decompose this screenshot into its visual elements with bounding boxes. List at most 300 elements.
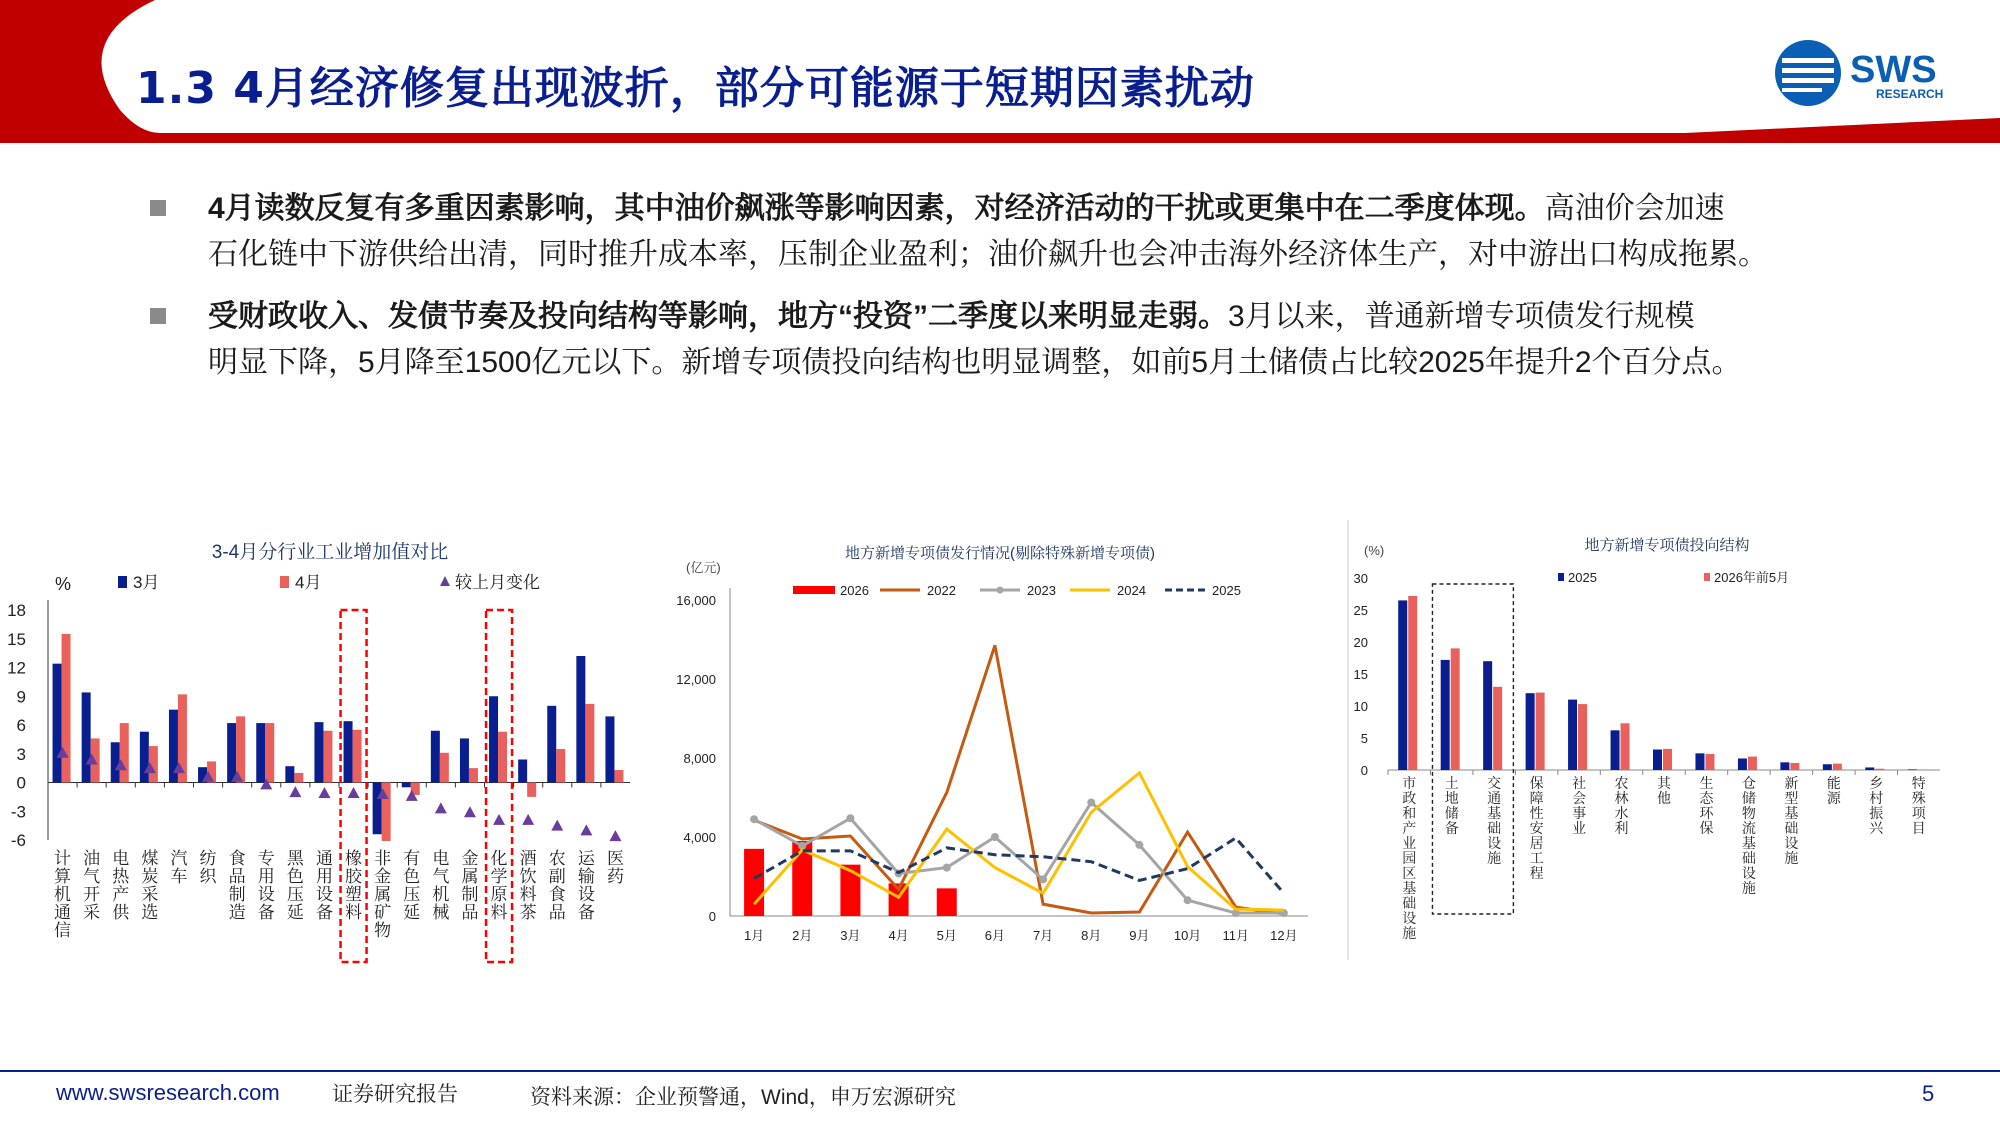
y-tick-label: 16,000 xyxy=(676,593,716,608)
bar-2026年前5月-交通基础设施 xyxy=(1493,687,1502,770)
legend-swatch-2025 xyxy=(1558,573,1564,581)
svg-text:新: 新 xyxy=(1784,775,1799,791)
bar-3月-煤炭采选 xyxy=(140,732,149,783)
svg-text:基: 基 xyxy=(1402,880,1417,896)
x-tick-label-土地储备 xyxy=(1445,775,1459,836)
bullet-1-text xyxy=(208,186,1978,278)
svg-text:居: 居 xyxy=(1529,835,1544,851)
x-tick-label-农林水利 xyxy=(1615,775,1629,836)
x-tick-label-黑色压延 xyxy=(287,849,305,922)
svg-text:环: 环 xyxy=(1699,805,1714,821)
legend-swatch-4月 xyxy=(280,576,289,588)
y-tick-label: 0 xyxy=(708,909,716,924)
svg-text:品: 品 xyxy=(548,903,566,922)
svg-text:机: 机 xyxy=(432,885,450,904)
x-tick-label-3月: 3月 xyxy=(840,928,861,943)
bar-2026年前5月-农林水利 xyxy=(1621,723,1630,770)
svg-text:源: 源 xyxy=(1826,790,1841,806)
x-tick-label-5月: 5月 xyxy=(936,928,957,943)
point-2023-6月 xyxy=(991,833,999,841)
y-tick-label: 3 xyxy=(16,744,26,764)
svg-text:炭: 炭 xyxy=(141,867,159,886)
svg-text:程: 程 xyxy=(1529,865,1544,881)
logo-subtext: RESEARCH xyxy=(1876,87,1944,101)
svg-text:药: 药 xyxy=(606,867,624,886)
svg-text:压: 压 xyxy=(286,885,304,904)
bar-4月-电气机械 xyxy=(440,753,449,783)
svg-text:业: 业 xyxy=(1402,835,1417,851)
svg-text:性: 性 xyxy=(1529,805,1544,821)
legend-swatch-3月 xyxy=(118,576,127,588)
svg-text:基: 基 xyxy=(1487,805,1502,821)
bullet-2-line-1 xyxy=(208,294,1978,340)
bar-3月-电气机械 xyxy=(431,731,440,783)
y-tick-label: 12,000 xyxy=(676,672,716,687)
bar-3月-食品制造 xyxy=(227,723,236,782)
point-2023-9月 xyxy=(1135,841,1143,849)
svg-text:设: 设 xyxy=(1402,910,1417,926)
svg-text:有: 有 xyxy=(403,849,421,868)
marker-change-黑色压延 xyxy=(289,786,301,797)
point-2023-3月 xyxy=(846,814,854,822)
bar-4月-化学原料 xyxy=(498,732,507,783)
svg-text:设: 设 xyxy=(315,885,333,904)
svg-text:础: 础 xyxy=(1784,820,1799,836)
svg-text:仓: 仓 xyxy=(1741,775,1756,791)
x-tick-label-化学原料 xyxy=(491,849,508,922)
x-tick-label-酒饮料茶 xyxy=(520,849,537,922)
svg-text:础: 础 xyxy=(1741,850,1756,866)
svg-text:会: 会 xyxy=(1572,790,1587,806)
svg-text:采: 采 xyxy=(83,903,101,922)
marker-change-化学原料 xyxy=(493,814,505,825)
svg-text:设: 设 xyxy=(1487,835,1502,851)
svg-text:算: 算 xyxy=(54,867,72,886)
svg-text:供: 供 xyxy=(112,903,130,922)
legend-swatch-2026年前5月 xyxy=(1704,573,1710,581)
svg-text:型: 型 xyxy=(1784,790,1799,806)
x-tick-label-乡村振兴 xyxy=(1869,775,1884,836)
y-tick-label: 6 xyxy=(16,716,26,735)
svg-text:信: 信 xyxy=(54,921,72,940)
svg-text:电: 电 xyxy=(432,849,450,868)
svg-text:通: 通 xyxy=(1487,790,1502,806)
x-tick-label-煤炭采选 xyxy=(141,849,158,922)
svg-text:学: 学 xyxy=(490,867,508,886)
bullet-2-text xyxy=(208,294,1978,386)
svg-text:障: 障 xyxy=(1529,790,1544,806)
svg-text:目: 目 xyxy=(1911,820,1926,836)
bar-2025-其他 xyxy=(1653,750,1662,770)
svg-text:础: 础 xyxy=(1487,820,1502,836)
svg-text:延: 延 xyxy=(403,903,421,922)
legend-label-2025: 2025 xyxy=(1568,570,1597,585)
bar-2026年前5月-其他 xyxy=(1663,749,1672,770)
line-series-2022 xyxy=(754,645,1284,914)
legend-marker-较上月变化 xyxy=(440,576,450,586)
svg-text:他: 他 xyxy=(1657,790,1671,806)
point-2023-5月 xyxy=(943,864,951,872)
line-series-2024 xyxy=(754,773,1284,910)
bar-3月-橡胶塑料 xyxy=(344,721,353,782)
svg-text:金: 金 xyxy=(461,849,479,868)
x-tick-label-油气开采 xyxy=(83,849,100,922)
svg-text:品: 品 xyxy=(461,903,479,922)
svg-text:利: 利 xyxy=(1614,820,1629,836)
x-tick-label-4月: 4月 xyxy=(888,928,909,943)
svg-text:储: 储 xyxy=(1444,805,1459,821)
bar-2025-交通基础设施 xyxy=(1483,661,1492,770)
svg-text:制: 制 xyxy=(228,885,246,904)
svg-text:开: 开 xyxy=(83,885,101,904)
svg-text:储: 储 xyxy=(1741,790,1756,806)
svg-text:饮: 饮 xyxy=(519,867,537,886)
svg-text:输: 输 xyxy=(577,867,595,886)
svg-text:茶: 茶 xyxy=(519,903,537,922)
svg-text:电: 电 xyxy=(112,849,130,868)
svg-text:交: 交 xyxy=(1487,775,1502,791)
svg-text:政: 政 xyxy=(1402,790,1417,806)
bar-4月-运输设备 xyxy=(585,704,594,783)
svg-text:备: 备 xyxy=(257,903,275,922)
special-bond-allocation-chart xyxy=(1340,520,1980,965)
chart-title: 地方新增专项债投向结构 xyxy=(1584,537,1750,554)
special-bond-issuance-chart xyxy=(660,530,1320,970)
bullet-2-bold: 受财政收入、发债节奏及投向结构等影响，地方“投资”二季度以来明显走弱。 xyxy=(208,300,1228,333)
x-tick-label-1月: 1月 xyxy=(743,928,765,943)
x-tick-label-9月: 9月 xyxy=(1129,928,1150,943)
bar-2025-社会事业 xyxy=(1568,700,1577,770)
footer-url-link[interactable]: www.swsresearch.com xyxy=(56,1080,280,1105)
svg-text:园: 园 xyxy=(1402,850,1417,866)
marker-change-酒饮料茶 xyxy=(522,814,534,825)
x-tick-label-农副食品 xyxy=(549,849,566,922)
x-tick-label-社会事业 xyxy=(1572,775,1586,836)
bar-3月-农副食品 xyxy=(547,706,556,783)
svg-text:胶: 胶 xyxy=(345,867,363,886)
bar-3月-专用设备 xyxy=(256,723,265,782)
bar-4月-酒饮料茶 xyxy=(527,783,536,797)
bullet-1 xyxy=(150,186,1950,278)
svg-text:项: 项 xyxy=(1911,805,1926,821)
bar-2026年前5月-土地储备 xyxy=(1451,648,1460,770)
x-tick-label-交通基础设施 xyxy=(1487,775,1501,866)
y-tick-label: 9 xyxy=(16,687,26,707)
bar-2026年前5月-能源 xyxy=(1833,764,1842,770)
x-tick-label-电气机械 xyxy=(432,849,449,922)
y-tick-label: 0 xyxy=(1360,763,1368,778)
x-tick-label-2月: 2月 xyxy=(792,928,813,943)
point-2023-10月 xyxy=(1184,896,1192,904)
svg-text:气: 气 xyxy=(83,867,101,886)
marker-change-电气机械 xyxy=(435,802,447,813)
svg-text:市: 市 xyxy=(1402,775,1417,791)
bar-4月-医药 xyxy=(614,770,623,782)
svg-text:乡: 乡 xyxy=(1869,775,1884,791)
bar-3月-通用设备 xyxy=(314,722,323,782)
bar-2026-3月 xyxy=(840,865,860,916)
bar-2025-仓储物流基础设施 xyxy=(1738,758,1747,770)
svg-text:基: 基 xyxy=(1784,805,1799,821)
x-tick-label-新型基础设施 xyxy=(1784,775,1798,866)
svg-text:酒: 酒 xyxy=(519,849,537,868)
svg-text:汽: 汽 xyxy=(170,849,188,868)
x-tick-label-10月: 10月 xyxy=(1173,928,1202,943)
svg-text:土: 土 xyxy=(1444,775,1459,791)
svg-text:保: 保 xyxy=(1699,820,1714,836)
bullet-1-rest: 高油价会加速 xyxy=(1544,192,1725,225)
x-tick-label-通用设备 xyxy=(316,849,333,922)
bar-3月-油气开采 xyxy=(82,692,91,782)
svg-text:机: 机 xyxy=(54,885,72,904)
y-tick-label: 10 xyxy=(1353,699,1368,714)
bar-3月-有色压延 xyxy=(402,783,411,788)
svg-text:通: 通 xyxy=(54,903,72,922)
svg-text:备: 备 xyxy=(1444,820,1459,836)
bullet-1-bold: 4月读数反复有多重因素影响，其中油价飙涨等影响因素，对经济活动的干扰或更集中在二季度体现。 xyxy=(208,192,1545,225)
svg-text:食: 食 xyxy=(228,849,246,868)
svg-text:非: 非 xyxy=(374,849,392,868)
x-tick-label-计算机通信 xyxy=(54,849,71,940)
y-tick-label: 15 xyxy=(1353,667,1368,682)
bullet-2 xyxy=(150,294,1950,386)
y-tick-label: 18 xyxy=(7,601,26,620)
bar-2026-5月 xyxy=(937,888,957,916)
svg-text:造: 造 xyxy=(228,903,246,922)
bar-4月-农副食品 xyxy=(556,749,565,783)
bar-2025-农林水利 xyxy=(1611,730,1620,770)
bullet-1-line-2: 石化链中下游供给出清，同时推升成本率，压制企业盈利；油价飙升也会冲击海外经济体生产，对中游出口构成拖累。 xyxy=(208,238,1768,271)
y-unit-label: (亿元) xyxy=(686,560,721,575)
svg-text:煤: 煤 xyxy=(141,849,159,868)
marker-change-运输设备 xyxy=(580,824,592,835)
bar-2026年前5月-市政和产业园区基础设施 xyxy=(1408,596,1417,770)
x-tick-label-特殊项目 xyxy=(1912,775,1927,836)
svg-text:物: 物 xyxy=(374,921,392,940)
svg-text:属: 属 xyxy=(374,885,392,904)
svg-text:施: 施 xyxy=(1487,850,1502,866)
bar-2026-1月 xyxy=(744,849,764,916)
x-tick-label-运输设备 xyxy=(578,849,596,922)
legend-label-较上月变化: 较上月变化 xyxy=(455,573,540,592)
x-tick-label-汽车 xyxy=(170,849,187,886)
svg-text:计: 计 xyxy=(54,849,72,868)
svg-text:殊: 殊 xyxy=(1911,790,1926,806)
marker-change-医药 xyxy=(609,830,621,841)
marker-change-橡胶塑料 xyxy=(348,787,360,798)
svg-text:原: 原 xyxy=(490,885,508,904)
legend-label-2026: 2026 xyxy=(840,583,869,598)
svg-text:保: 保 xyxy=(1529,775,1544,791)
y-unit-label: % xyxy=(55,574,72,594)
bar-4月-橡胶塑料 xyxy=(353,730,362,783)
chart-title: 3-4月分行业工业增加值对比 xyxy=(211,542,449,563)
svg-text:振: 振 xyxy=(1869,805,1884,821)
legend-label-2024: 2024 xyxy=(1117,583,1146,598)
x-tick-label-能源 xyxy=(1827,775,1842,806)
bar-3月-化学原料 xyxy=(489,696,498,782)
legend-marker-2023 xyxy=(997,587,1004,594)
marker-change-农副食品 xyxy=(551,820,563,831)
point-2023-1月 xyxy=(750,815,758,823)
bar-2025-新型基础设施 xyxy=(1780,762,1789,770)
bar-3月-黑色压延 xyxy=(285,766,294,782)
x-tick-label-8月: 8月 xyxy=(1081,928,1102,943)
svg-text:础: 础 xyxy=(1402,895,1417,911)
svg-text:属: 属 xyxy=(461,867,479,886)
bar-2025-市政和产业园区基础设施 xyxy=(1398,600,1407,770)
bullet-1-line-1 xyxy=(208,186,1978,232)
y-tick-label: -3 xyxy=(10,802,26,822)
svg-text:色: 色 xyxy=(403,867,421,886)
sws-logo xyxy=(1772,38,1972,108)
svg-text:织: 织 xyxy=(199,867,217,886)
bar-2026年前5月-新型基础设施 xyxy=(1790,763,1799,770)
svg-text:纺: 纺 xyxy=(199,849,217,868)
svg-text:化: 化 xyxy=(490,849,508,868)
bar-4月-电热产供 xyxy=(120,723,129,782)
bar-3月-计算机通信 xyxy=(53,664,62,783)
bar-2025-特殊项目 xyxy=(1908,769,1917,770)
svg-text:安: 安 xyxy=(1529,820,1544,836)
svg-text:金: 金 xyxy=(374,867,392,886)
x-tick-label-专用设备 xyxy=(258,849,275,922)
svg-text:备: 备 xyxy=(577,903,595,922)
svg-text:延: 延 xyxy=(286,903,304,922)
svg-text:车: 车 xyxy=(170,867,188,886)
svg-text:械: 械 xyxy=(432,903,450,922)
bar-3月-电热产供 xyxy=(111,742,120,782)
svg-text:地: 地 xyxy=(1444,790,1459,806)
point-2023-8月 xyxy=(1087,798,1095,806)
x-tick-label-12月: 12月 xyxy=(1270,928,1298,943)
x-tick-label-金属制品 xyxy=(461,849,478,922)
svg-text:流: 流 xyxy=(1741,820,1756,836)
bar-2025-乡村振兴 xyxy=(1865,767,1874,770)
footer-divider xyxy=(0,1070,2000,1072)
svg-text:物: 物 xyxy=(1741,805,1756,821)
svg-text:水: 水 xyxy=(1614,805,1629,821)
y-tick-label: 4,000 xyxy=(683,830,716,845)
svg-text:能: 能 xyxy=(1826,775,1841,791)
bar-2025-能源 xyxy=(1823,764,1832,770)
x-tick-label-橡胶塑料 xyxy=(345,849,363,922)
y-tick-label: -6 xyxy=(10,831,26,850)
bar-2026年前5月-保障性安居工程 xyxy=(1536,693,1545,770)
y-tick-label: 0 xyxy=(16,773,26,793)
legend-swatch-2026 xyxy=(793,586,835,594)
svg-text:施: 施 xyxy=(1784,850,1799,866)
y-tick-label: 25 xyxy=(1353,603,1368,618)
svg-text:产: 产 xyxy=(112,885,130,904)
bar-2025-土地储备 xyxy=(1441,660,1450,770)
y-tick-label: 30 xyxy=(1353,571,1368,586)
point-2023-7月 xyxy=(1039,875,1047,883)
svg-text:采: 采 xyxy=(141,885,159,904)
y-tick-label: 15 xyxy=(7,629,26,649)
x-tick-label-7月: 7月 xyxy=(1032,928,1054,943)
svg-text:设: 设 xyxy=(1784,835,1799,851)
svg-text:设: 设 xyxy=(1741,865,1756,881)
x-tick-label-6月: 6月 xyxy=(984,928,1006,943)
bar-4月-专用设备 xyxy=(265,723,274,782)
x-tick-label-11月: 11月 xyxy=(1222,928,1249,943)
bar-2026年前5月-社会事业 xyxy=(1578,704,1587,770)
legend-label-2023: 2023 xyxy=(1027,583,1056,598)
x-tick-label-仓储物流基础设施 xyxy=(1742,775,1756,896)
svg-text:施: 施 xyxy=(1402,925,1417,941)
svg-text:料: 料 xyxy=(519,885,537,904)
svg-text:用: 用 xyxy=(257,867,275,886)
bar-3月-运输设备 xyxy=(576,656,585,783)
svg-text:和: 和 xyxy=(1402,805,1417,821)
svg-text:橡: 橡 xyxy=(345,849,363,868)
x-tick-label-食品制造 xyxy=(229,849,246,922)
page-title: 1.3 4月经济修复出现波折，部分可能源于短期因素扰动 xyxy=(136,63,1255,114)
svg-text:村: 村 xyxy=(1869,790,1884,806)
bar-3月-医药 xyxy=(605,716,614,782)
svg-text:黑: 黑 xyxy=(286,849,304,868)
industry-value-added-chart xyxy=(0,530,650,970)
bar-3月-金属制品 xyxy=(460,738,469,782)
y-tick-label: 12 xyxy=(7,658,26,678)
bar-2026年前5月-乡村振兴 xyxy=(1875,769,1884,770)
svg-text:料: 料 xyxy=(490,903,508,922)
x-tick-label-非金属矿物 xyxy=(374,849,391,940)
svg-text:态: 态 xyxy=(1699,790,1714,806)
svg-text:工: 工 xyxy=(1529,850,1544,866)
svg-text:副: 副 xyxy=(548,867,566,886)
legend-label-2022: 2022 xyxy=(927,583,956,598)
bullet-2-line-2: 明显下降，5月降至1500亿元以下。新增专项债投向结构也明显调整，如前5月土储债占比较2025年提升2个百分点。 xyxy=(208,346,1742,379)
svg-text:基: 基 xyxy=(1741,835,1756,851)
svg-text:热: 热 xyxy=(112,867,130,886)
svg-text:其: 其 xyxy=(1657,775,1671,791)
svg-text:农: 农 xyxy=(1614,775,1629,791)
legend-label-2025: 2025 xyxy=(1212,583,1241,598)
legend-label-3月: 3月 xyxy=(133,573,160,592)
svg-text:色: 色 xyxy=(286,867,304,886)
legend-label-2026年前5月: 2026年前5月 xyxy=(1714,570,1790,585)
svg-text:用: 用 xyxy=(315,867,333,886)
svg-text:施: 施 xyxy=(1741,880,1756,896)
bar-4月-计算机通信 xyxy=(62,634,71,783)
bar-4月-通用设备 xyxy=(323,731,332,783)
svg-text:压: 压 xyxy=(403,885,421,904)
logo-text: SWS xyxy=(1850,49,1937,91)
bar-2026年前5月-生态环保 xyxy=(1705,754,1714,770)
chart-title: 地方新增专项债发行情况(剔除特殊新增专项债) xyxy=(845,545,1155,562)
svg-text:运: 运 xyxy=(577,849,595,868)
svg-text:农: 农 xyxy=(548,849,566,868)
svg-text:区: 区 xyxy=(1402,865,1417,881)
bar-2026年前5月-仓储物流基础设施 xyxy=(1748,757,1757,770)
x-tick-label-有色压延 xyxy=(403,849,420,922)
x-tick-label-其他 xyxy=(1657,775,1672,806)
x-tick-label-医药 xyxy=(607,849,624,886)
svg-text:品: 品 xyxy=(228,867,246,886)
footer-source: 资料来源：企业预警通，Wind，申万宏源研究 xyxy=(530,1086,956,1109)
svg-text:备: 备 xyxy=(315,903,333,922)
svg-text:设: 设 xyxy=(257,885,275,904)
bullet-2-rest: 3月以来，普通新增专项债发行规模 xyxy=(1228,300,1695,333)
marker-change-金属制品 xyxy=(464,806,476,817)
footer-doc-type: 证券研究报告 xyxy=(332,1083,458,1106)
x-tick-label-纺织 xyxy=(200,849,218,886)
svg-text:业: 业 xyxy=(1572,820,1587,836)
marker-change-通用设备 xyxy=(318,787,330,798)
bar-2025-保障性安居工程 xyxy=(1526,693,1535,770)
